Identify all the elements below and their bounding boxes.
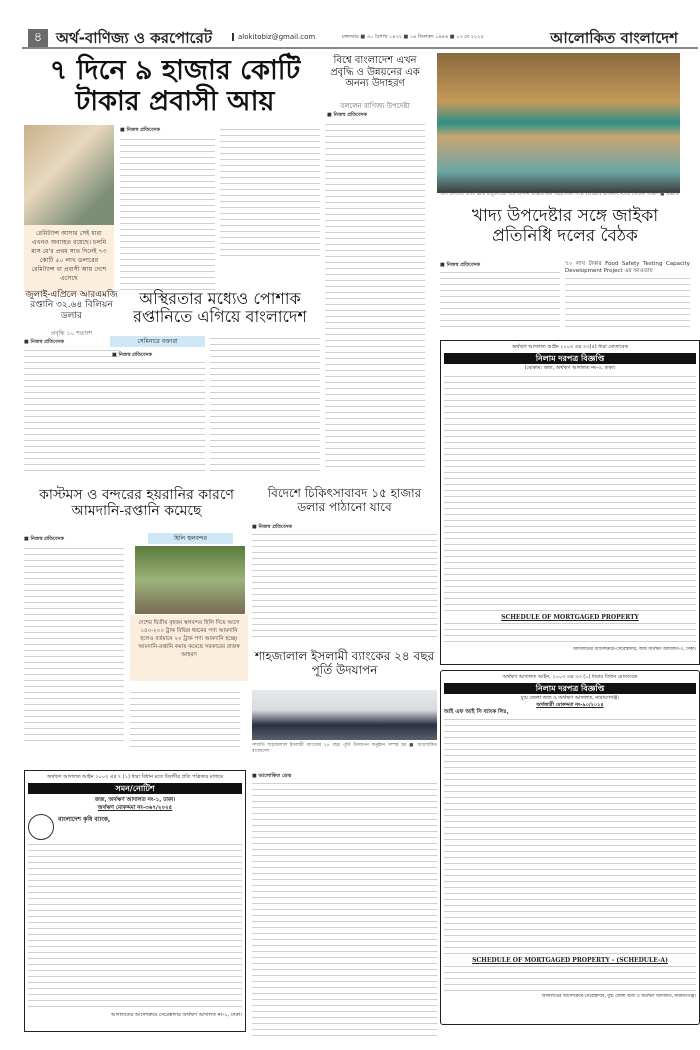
rmg-headline: জুলাই-এপ্রিলে আরএমজি রপ্তানি ৩২.৬৪ বিলিয়ন ডলার <box>25 290 118 321</box>
commerce-adviser-subhead: বললেন বাণিজ্য উপদেষ্টা <box>340 102 410 110</box>
shahjalal-photo-caption: সম্প্রতি শাহজালাল ইসলামী ব্যাংকের ২৪ বছর পূর্তি উদযাপন অনুষ্ঠান সম্পন্ন হয় ■ আলোকিত বাংলাদেশ <box>252 743 437 754</box>
auction-2-company: আই এফ আই সি ব্যাংক লিঃ, <box>444 709 509 715</box>
summons-notice <box>24 770 246 1032</box>
food-jica-byline: ■ নিজস্ব প্রতিবেদক <box>440 262 480 268</box>
auction-2-schedule-title: SCHEDULE OF MORTGAGED PROPERTY - (SCHEDULE-A) <box>472 957 668 964</box>
remittance-body-col2 <box>220 127 320 257</box>
commerce-adviser-headline: বিশ্বে বাংলাদেশ এখন প্রবৃদ্ধি ও উন্নয়নের এক অনন্য উদাহরণ <box>330 55 420 89</box>
auction-1-body <box>444 374 696 614</box>
bank-seal-icon <box>28 814 54 840</box>
customs-byline: ■ নিজস্ব প্রতিবেদক <box>24 536 64 542</box>
auction-1-signature: আদালতের আদেশক্রমে-সেরেস্তাদার, জজ অর্থঋণ আদালত-৩, ঢাকা। <box>573 647 696 652</box>
shahjalal-byline: ■ আলোকিত ডেস্ক <box>252 773 292 779</box>
rmg-body <box>24 348 119 476</box>
rmg-subhead: প্রবৃদ্ধি ১০ শতাংশ <box>50 330 93 337</box>
remittance-body-col1 <box>120 137 215 292</box>
auction-1-title: নিলাম দরপত্র বিজ্ঞপ্তি <box>444 353 696 364</box>
page-number: ৪ <box>28 29 48 47</box>
auction-notice-1 <box>440 340 700 665</box>
food-jica-snippet: ৭০ লাখ টাকার Food Safety Testing Capacity Development Project এর আওতায় <box>565 261 690 274</box>
medical-headline: বিদেশে চিকিৎসাবাবদ ১৫ হাজার ডলার পাঠানো যাবে <box>267 486 422 514</box>
garments-headline: অস্থিরতার মধ্যেও পোশাক রপ্তানিতে এগিয়ে বাংলাদেশ <box>133 289 307 327</box>
customs-headline: কাস্টমস ও বন্দরের হয়রানির কারণে আমদানি-রপ্তানি কমেছে <box>39 487 234 520</box>
summons-signature: আদালতের আদেশক্রমে সেরেস্তাদার অর্থঋণ আদালত নং-১, ঢাকা। <box>111 1012 242 1018</box>
medical-byline: ■ নিজস্ব প্রতিবেদক <box>252 524 292 530</box>
summons-title: সমন/নোটিশ <box>28 783 242 794</box>
hili-port-photo <box>135 546 245 614</box>
auction-notice-2 <box>440 670 700 1025</box>
food-jica-photo <box>437 53 680 193</box>
garments-body-col2 <box>210 336 320 476</box>
garments-body-col1 <box>110 360 205 475</box>
customs-box-label: হিলি স্থলবন্দর <box>148 533 233 544</box>
summons-bank: বাংলাদেশ কৃষি ব্যাংক, <box>58 816 111 823</box>
garments-byline: ■ নিজস্ব প্রতিবেদক <box>112 352 152 358</box>
shahjalal-headline: শাহজালাল ইসলামী ব্যাংকের ২৪ বছর পূর্তি উদযাপন <box>254 649 435 677</box>
shahjalal-photo <box>252 690 437 740</box>
commerce-adviser-body <box>325 122 425 472</box>
auction-2-title: নিলাম দরপত্র বিজ্ঞপ্তি <box>444 683 696 694</box>
summons-court: জজ, অর্থঋণ আদালত নং-১, ঢাকা। <box>94 797 176 803</box>
commerce-adviser-byline: ■ নিজস্ব প্রতিবেদক <box>327 112 367 118</box>
summons-case-no: অর্থঋণ মোকদ্দমা নং-৩৬৭/২০২৫ <box>97 805 173 811</box>
shahjalal-body <box>252 781 437 1036</box>
auction-1-schedule-title: SCHEDULE OF MORTGAGED PROPERTY <box>501 614 639 621</box>
auction-1-preamble: অর্থঋণ আদালত আইন ২০০৩ এর ৩৩(৫) ধারা মোতাবেক <box>511 344 629 350</box>
customs-caption: দেশের দ্বিতীয় বৃহত্তম স্থলবন্দর হিলি দিয়ে আগে ১৫০-২০০ ট্রাক বিভিন্ন ধরনের পণ্য আমদানি হলেও বর্তমানে ২০ ট্রাক পণ্য আমদানি হচ্ছে। আমদানি-রপ্তানি কমায় কমেছে সরকারের রাজস্ব আহরণ <box>130 615 248 681</box>
auction-1-court: (মোকাম: জজ, অর্থঋণ আদালত নং-৩, ঢাকা। <box>524 365 616 371</box>
auction-2-body <box>444 717 696 957</box>
auction-2-case-no: অর্থজারী মোকদ্দমা নং-৯০/২০১৪ <box>536 702 604 708</box>
auction-1-schedule-body <box>444 621 696 647</box>
medical-body <box>252 532 437 642</box>
section-title: অর্থ-বাণিজ্য ও করপোরেট <box>56 29 212 47</box>
customs-body-col1 <box>24 546 124 746</box>
dateline: মঙ্গলবার ■ ৩০ বৈশাখ ১৪৩২ ■ ১৪ জিলকদ ১৪৪৬ ■ ১৩ মে ২০২৫ <box>342 34 484 40</box>
garments-box-label: সেমিনারে বক্তারা <box>110 336 205 347</box>
food-jica-headline: খাদ্য উপদেষ্টার সঙ্গে জাইকা প্রতিনিধি দলের বৈঠক <box>471 206 659 246</box>
summons-body <box>28 842 242 1012</box>
auction-2-schedule-body <box>444 964 696 994</box>
food-jica-photo-caption: খাদ্য উপদেষ্টা আলী ইমাম মজুমদারের সঙ্গে জাপান আন্তর্জাতিক সহযোগিতা সংস্থা (জাইকা) প্রতিনিধি দলের সৌজন্য সাক্ষাৎ ■ বিজ্ঞপ্তি <box>440 192 679 197</box>
auction-2-preamble: অর্থঋণ আদালত আইন, ২০০৩ এর ৩৩ (১) ধারার বিধান মোতাবেক <box>502 674 638 680</box>
rmg-byline: ■ নিজস্ব প্রতিবেদক <box>24 339 64 345</box>
auction-2-signature: আদালতের আদেশক্রমে-সেরেস্তাদার, যুগ্ম জেলা জজ ও অর্থঋণ আদালত, নারায়ণগঞ্জ। <box>541 994 696 999</box>
remittance-caption: রেমিট্যান্স আসার সেই ধারা এখনও অব্যাহত রয়েছে। চলমি মাস মে'র প্রথম সাত দিনেই ৭৩ কোটি ৫০ লাখ ডলারের রেমিট্যান্স বা প্রবাসী আয় দেশে এসেছে <box>24 225 114 295</box>
section-email[interactable]: alokitobiz@gmail.com <box>232 33 315 41</box>
auction-2-court: যুগ্ম জেলা জজ ও অর্থঋণ আদালত, নারায়ণগঞ্জ। <box>520 695 620 701</box>
page-header <box>22 27 698 49</box>
customs-body-col2 <box>130 690 240 750</box>
remittance-headline: ৭ দিনে ৯ হাজার কোটি টাকার প্রবাসী আয় <box>49 55 301 118</box>
newspaper-logo: আলোকিত বাংলাদেশ <box>550 29 678 47</box>
remittance-photo <box>24 125 114 225</box>
food-jica-body-col1 <box>440 270 560 330</box>
summons-preamble: অর্থঋণ আদালত আইন ২০০৩ এর ৭ (১) ধারা বিধান মতে বিবাদীর প্রতি পত্রিকার মাধ্যমে <box>46 774 224 780</box>
remittance-byline: ■ নিজস্ব প্রতিবেদক <box>120 127 160 133</box>
food-jica-body-col2 <box>565 276 690 331</box>
